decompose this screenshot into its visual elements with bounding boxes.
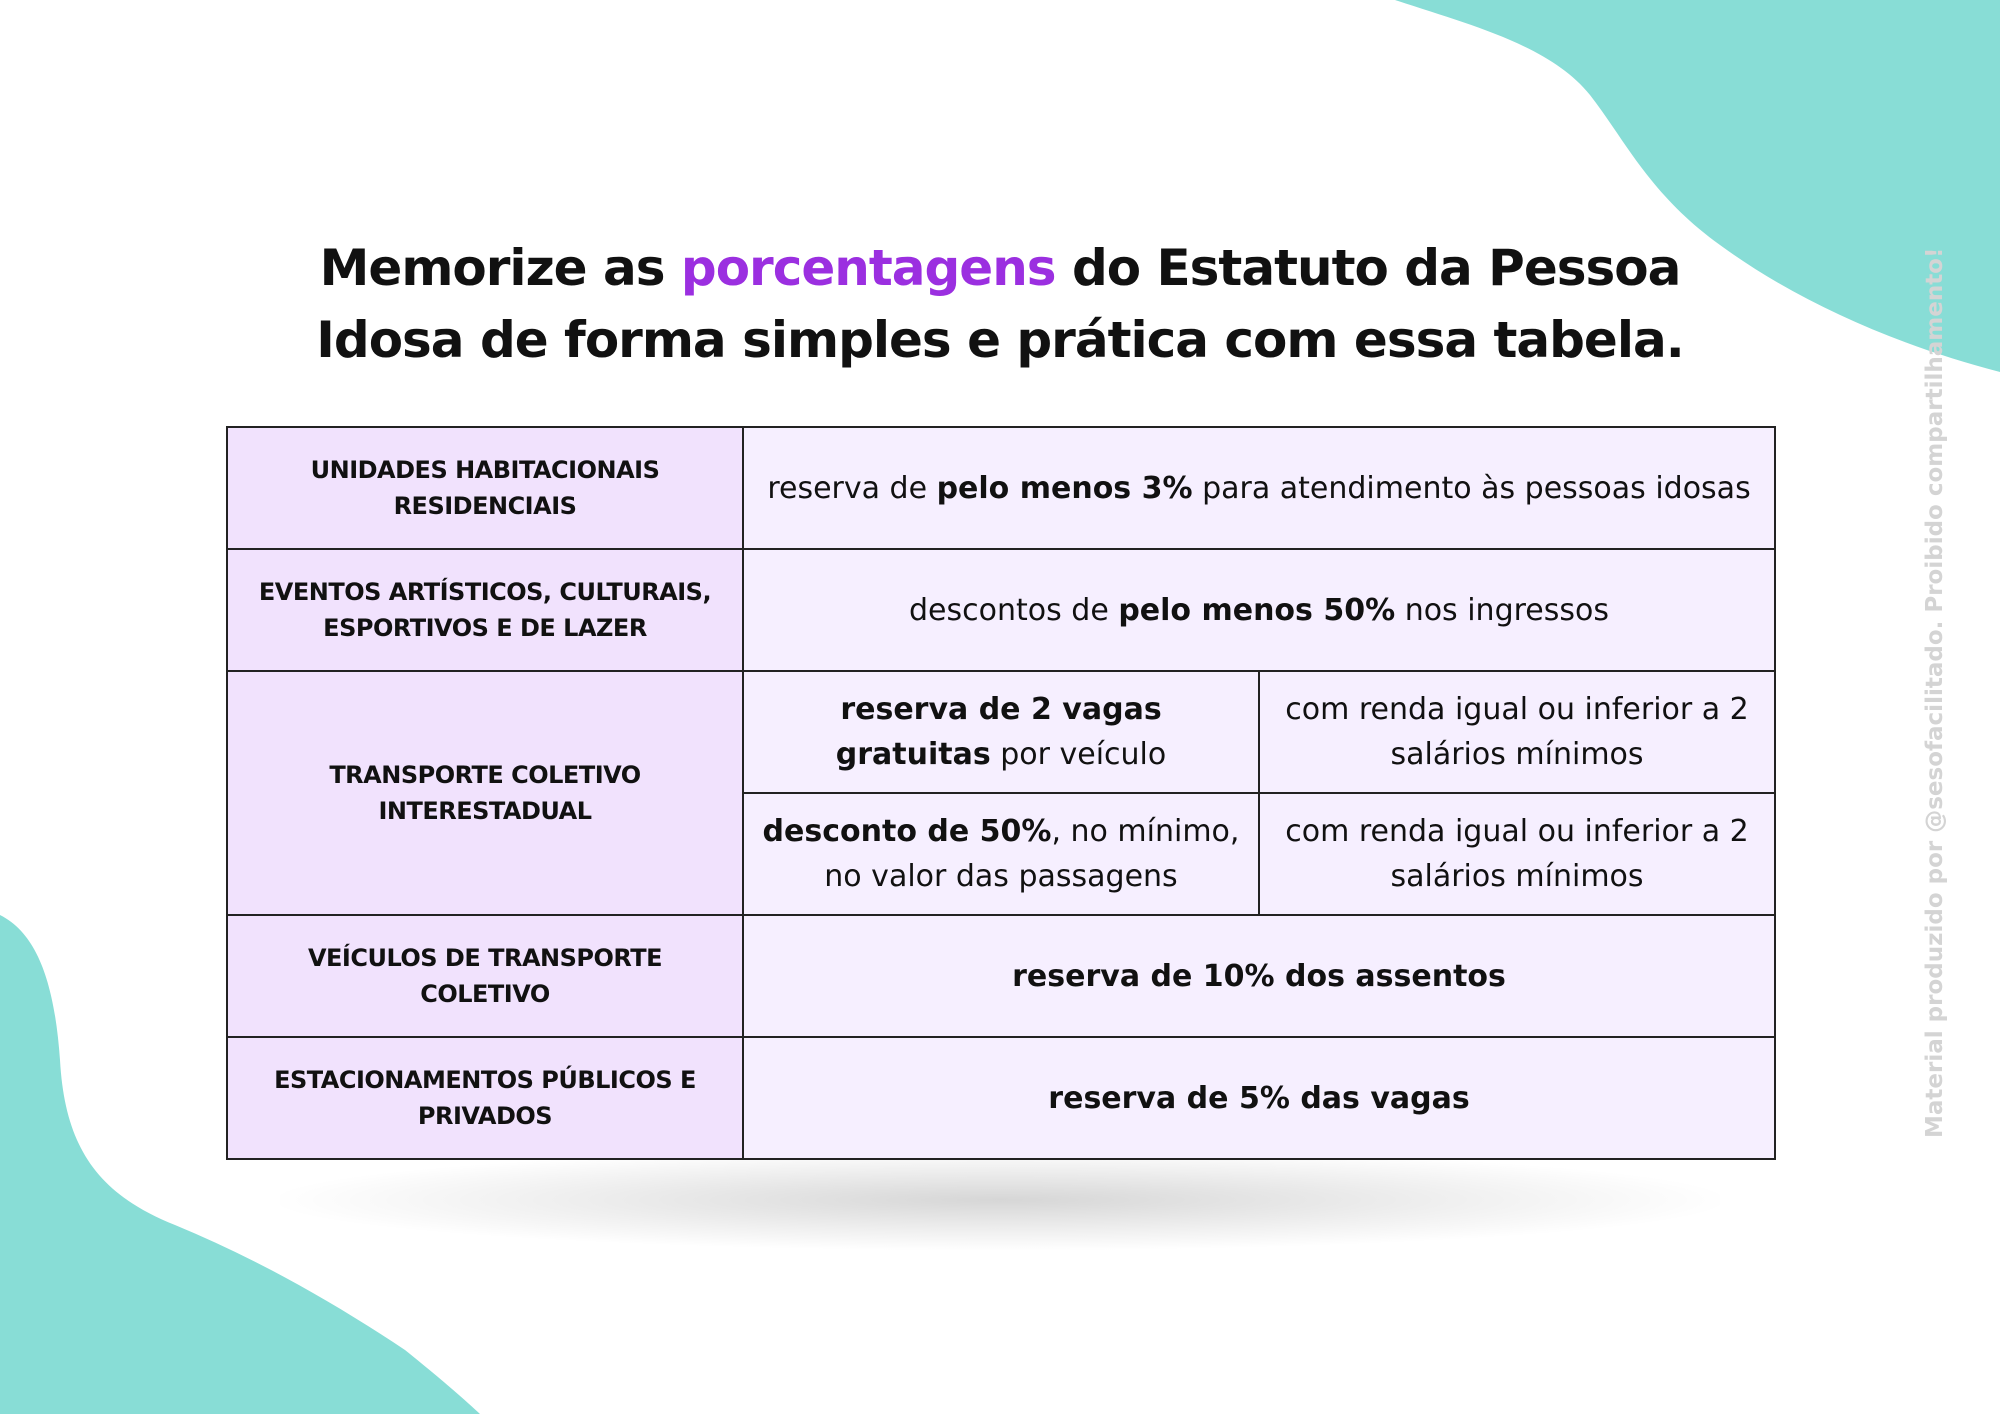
value-text: , no mínimo, no valor das passagens xyxy=(824,814,1240,894)
value-cell xyxy=(743,793,1259,915)
category-cell: UNIDADES HABITACIONAIS RESIDENCIAIS xyxy=(227,427,743,549)
value-cell xyxy=(743,1037,1775,1159)
table-shadow xyxy=(280,1150,1720,1250)
value-highlight: reserva de 10% dos assentos xyxy=(1012,958,1506,994)
percentages-table xyxy=(226,426,1776,1160)
value-cell xyxy=(743,671,1259,793)
category-cell: EVENTOS ARTÍSTICOS, CULTURAIS, ESPORTIVOS E DE LAZER xyxy=(227,549,743,671)
table-row xyxy=(227,549,1775,671)
value-highlight: desconto de 50% xyxy=(762,814,1052,849)
value-cell xyxy=(743,915,1775,1037)
value-highlight: pelo menos 3% xyxy=(936,470,1193,506)
value-text: por veículo xyxy=(990,737,1167,772)
value-highlight: pelo menos 50% xyxy=(1118,592,1396,628)
value-text: nos ingressos xyxy=(1395,592,1609,628)
value-cell xyxy=(743,427,1775,549)
title-part-2: do Estatuto da Pessoa Idosa de forma simples e prática com essa tabela. xyxy=(316,239,1684,369)
table-row xyxy=(227,915,1775,1037)
table-row xyxy=(227,671,1775,793)
table-row xyxy=(227,1037,1775,1159)
page-title xyxy=(250,232,1750,376)
value-highlight: reserva de 5% das vagas xyxy=(1048,1080,1470,1116)
title-part-1: Memorize as xyxy=(319,239,681,297)
value-cell xyxy=(743,549,1775,671)
condition-cell: com renda igual ou inferior a 2 salários mínimos xyxy=(1259,793,1775,915)
title-highlight: porcentagens xyxy=(680,239,1056,297)
category-cell: VEÍCULOS DE TRANSPORTE COLETIVO xyxy=(227,915,743,1037)
category-cell: TRANSPORTE COLETIVO INTERESTADUAL xyxy=(227,671,743,915)
condition-cell: com renda igual ou inferior a 2 salários mínimos xyxy=(1259,671,1775,793)
watermark-text: Material produzido por @sesofacilitado. Proibido compartilhamento! xyxy=(1922,247,1948,1138)
value-highlight: reserva de 2 vagas gratuitas xyxy=(835,692,1162,772)
table-row xyxy=(227,427,1775,549)
category-cell: ESTACIONAMENTOS PÚBLICOS E PRIVADOS xyxy=(227,1037,743,1159)
value-text: descontos de xyxy=(909,592,1119,628)
value-text: para atendimento às pessoas idosas xyxy=(1192,470,1751,506)
value-text: reserva de xyxy=(767,470,937,506)
